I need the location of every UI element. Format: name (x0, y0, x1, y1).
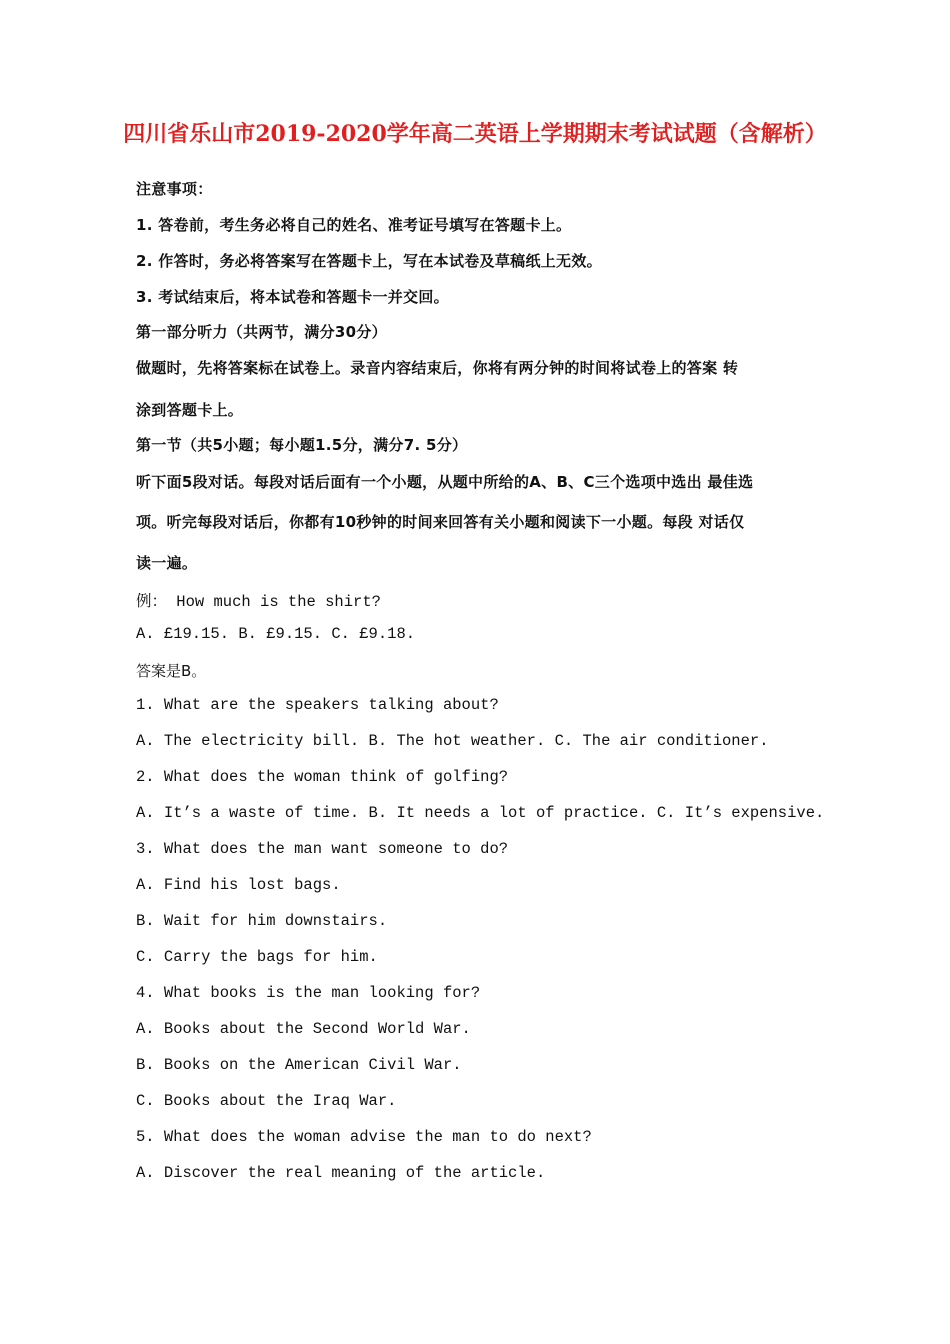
question-line: 3. What does the man want someone to do? (136, 840, 509, 858)
notice-heading: 注意事项： (136, 180, 213, 198)
example-answer: 答案是B。 (136, 662, 207, 680)
question-line: 4. What books is the man looking for? (136, 984, 481, 1002)
section1-instruction: 听下面5段对话。每段对话后面有一个小题，从题中所给的A、B、C三个选项中选出 最佳选 (136, 473, 754, 491)
option-line: A. It’s a waste of time. B. It needs a lot of practice. C. It’s expensive. (136, 804, 825, 822)
option-line: B. Books on the American Civil War. (136, 1056, 462, 1074)
notice-item: 2. 作答时，务必将答案写在答题卡上，写在本试卷及草稿纸上无效。 (136, 252, 602, 270)
question-line: 5. What does the woman advise the man to do next? (136, 1128, 592, 1146)
option-line: C. Carry the bags for him. (136, 948, 378, 966)
notice-item: 1. 答卷前，考生务必将自己的姓名、准考证号填写在答题卡上。 (136, 216, 572, 234)
example-options: A. £19.15. B. £9.15. C. £9.18. (136, 625, 416, 643)
notice-item: 3. 考试结束后，将本试卷和答题卡一并交回。 (136, 288, 449, 306)
part1-instruction: 做题时，先将答案标在试卷上。录音内容结束后，你将有两分钟的时间将试卷上的答案 转 (136, 359, 739, 377)
option-line: A. The electricity bill. B. The hot weather. C. The air conditioner. (136, 732, 769, 750)
part1-instruction: 涂到答题卡上。 (136, 401, 244, 419)
option-line: C. Books about the Iraq War. (136, 1092, 397, 1110)
part1-heading: 第一部分听力（共两节，满分30分） (136, 323, 387, 341)
section1-instruction: 项。听完每段对话后，你都有10秒钟的时间来回答有关小题和阅读下一小题。每段 对话仅 (136, 513, 745, 531)
section1-heading: 第一节（共5小题；每小题1.5分，满分7. 5分） (136, 436, 468, 454)
question-line: 1. What are the speakers talking about? (136, 696, 499, 714)
option-line: A. Books about the Second World War. (136, 1020, 471, 1038)
example-question: 例： How much is the shirt? (136, 593, 381, 611)
option-line: A. Discover the real meaning of the article. (136, 1164, 546, 1182)
section1-instruction: 读一遍。 (136, 554, 198, 572)
document-title: 四川省乐山市2019-2020学年高二英语上学期期末考试试题（含解析） (123, 121, 827, 147)
option-line: B. Wait for him downstairs. (136, 912, 388, 930)
question-line: 2. What does the woman think of golfing? (136, 768, 509, 786)
option-line: A. Find his lost bags. (136, 876, 341, 894)
